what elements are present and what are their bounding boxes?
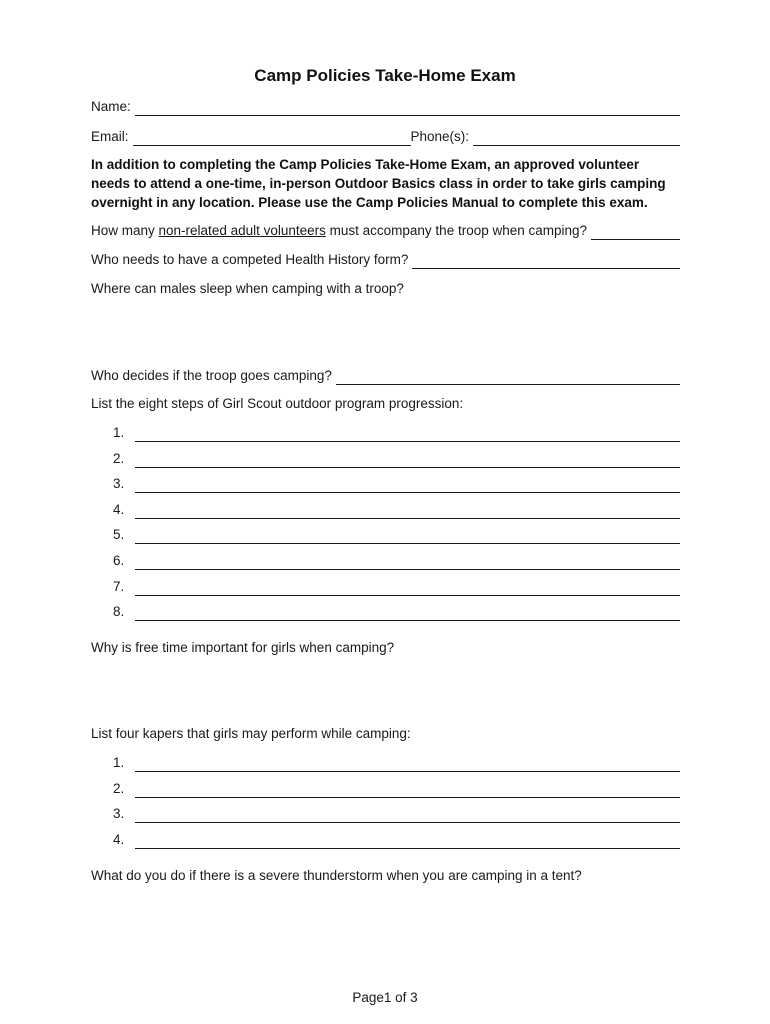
question-4-text: Who decides if the troop goes camping? xyxy=(91,368,332,383)
list-number: 1. xyxy=(113,425,125,440)
question-1-text: How many non-related adult volunteers must accompany the troop when camping? xyxy=(91,223,588,238)
question-4-answer[interactable] xyxy=(336,370,680,385)
question-1-underlined: non-related adult volunteers xyxy=(158,223,326,238)
progression-item-4 xyxy=(113,501,702,519)
progression-item-8 xyxy=(113,603,702,621)
contact-row xyxy=(91,128,680,146)
question-5-text: List the eight steps of Girl Scout outdoor program progression: xyxy=(91,396,464,411)
list-number: 5. xyxy=(113,527,125,542)
question-2 xyxy=(91,251,680,269)
phone-label: Phone(s): xyxy=(410,129,470,144)
question-1 xyxy=(91,222,680,240)
intro-instructions: In addition to completing the Camp Policies Take-Home Exam, an approved volunteer needs to attend a one-time, in-person Outdoor Basics class in order to take girls camping overnight in any location. Please use the Camp Policies Manual to complete this exam. xyxy=(91,157,666,210)
page-footer xyxy=(0,990,770,1005)
kaper-item-1 xyxy=(113,754,702,772)
footer-of-word: of xyxy=(395,990,407,1005)
list-number: 2. xyxy=(113,451,125,466)
list-number: 7. xyxy=(113,579,125,594)
answer-line[interactable] xyxy=(135,808,680,823)
footer-page-word: Page xyxy=(352,990,384,1005)
answer-line[interactable] xyxy=(135,757,680,772)
footer-page-num: 1 xyxy=(383,990,392,1005)
progression-item-1 xyxy=(113,424,702,442)
question-1-answer[interactable] xyxy=(591,225,680,240)
kaper-item-2 xyxy=(113,780,702,798)
list-number: 8. xyxy=(113,604,125,619)
email-label: Email: xyxy=(91,129,129,144)
question-4 xyxy=(91,367,680,385)
list-number: 4. xyxy=(113,832,125,847)
list-number: 3. xyxy=(113,806,125,821)
list-number: 1. xyxy=(113,755,125,770)
answer-line[interactable] xyxy=(135,581,680,596)
answer-line[interactable] xyxy=(135,606,680,621)
question-7-text: List four kapers that girls may perform while camping: xyxy=(91,726,411,741)
answer-line[interactable] xyxy=(135,555,680,570)
list-number: 6. xyxy=(113,553,125,568)
answer-line[interactable] xyxy=(135,834,680,849)
question-2-answer[interactable] xyxy=(412,254,680,269)
question-2-text: Who needs to have a competed Health History form? xyxy=(91,252,409,267)
answer-line[interactable] xyxy=(135,427,680,442)
progression-item-5 xyxy=(113,526,702,544)
name-label: Name: xyxy=(91,99,131,114)
page-title: Camp Policies Take-Home Exam xyxy=(254,66,516,85)
list-number: 3. xyxy=(113,476,125,491)
progression-item-2 xyxy=(113,450,702,468)
answer-line[interactable] xyxy=(135,783,680,798)
kaper-item-3 xyxy=(113,805,702,823)
question-8-text: What do you do if there is a severe thunderstorm when you are camping in a tent? xyxy=(91,868,582,883)
kaper-item-4 xyxy=(113,831,702,849)
list-number: 4. xyxy=(113,502,125,517)
footer-page-total: 3 xyxy=(410,990,418,1005)
answer-line[interactable] xyxy=(135,504,680,519)
progression-item-6 xyxy=(113,552,702,570)
phone-field[interactable] xyxy=(473,131,680,146)
name-field[interactable] xyxy=(135,101,680,116)
answer-line[interactable] xyxy=(135,529,680,544)
email-field[interactable] xyxy=(133,131,411,146)
answer-line[interactable] xyxy=(135,478,680,493)
question-3-text: Where can males sleep when camping with a troop? xyxy=(91,281,404,296)
progression-item-3 xyxy=(113,475,702,493)
progression-item-7 xyxy=(113,578,702,596)
answer-line[interactable] xyxy=(135,453,680,468)
name-row xyxy=(91,98,680,116)
list-number: 2. xyxy=(113,781,125,796)
question-6-text: Why is free time important for girls when camping? xyxy=(91,640,395,655)
